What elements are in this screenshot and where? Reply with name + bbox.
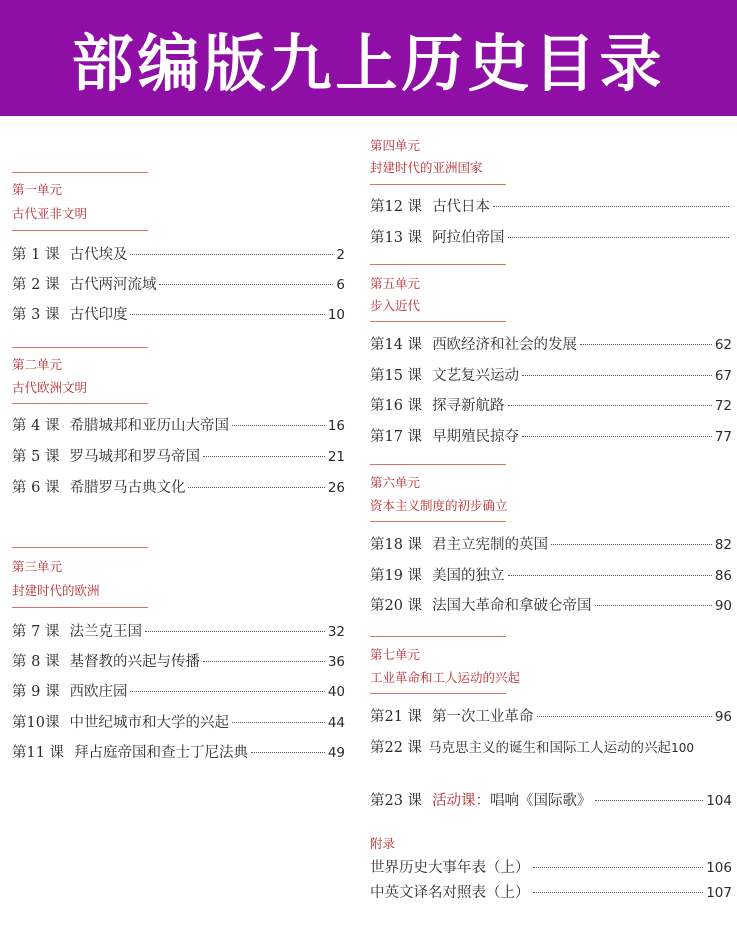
lesson-title: 希腊城邦和亚历山大帝国 — [69, 418, 229, 434]
lesson-row[interactable] — [370, 364, 732, 385]
lesson-number: 第10课 — [12, 715, 60, 731]
unit-rule — [12, 230, 148, 231]
lesson-title: 西欧庄园 — [69, 684, 128, 700]
lesson-row[interactable] — [12, 620, 345, 641]
unit-5-name: 步入近代 — [370, 298, 421, 313]
lesson-title: 罗马城邦和罗马帝国 — [69, 449, 200, 465]
lesson-title: 法国大革命和拿破仑帝国 — [432, 598, 592, 614]
lesson-row[interactable] — [370, 195, 732, 216]
leader-dots — [595, 605, 712, 606]
lesson-title: 拜占庭帝国和查士丁尼法典 — [74, 745, 249, 761]
lesson-page: 90 — [714, 598, 732, 614]
unit-rule — [370, 321, 506, 322]
lesson-row[interactable] — [370, 226, 732, 247]
lesson-row[interactable] — [12, 273, 345, 294]
appendix-title: 中英文译名对照表（上） — [370, 885, 530, 901]
unit-4-name: 封建时代的亚洲国家 — [370, 160, 483, 175]
lesson-page: 10 — [327, 307, 345, 323]
leader-dots — [251, 752, 325, 753]
leader-dots — [508, 575, 712, 576]
lesson-number: 第 2 课 — [12, 277, 60, 293]
lesson-number: 第17 课 — [370, 429, 423, 445]
unit-rule — [12, 347, 148, 348]
leader-dots — [493, 206, 729, 207]
lesson-title: 基督教的兴起与传播 — [69, 654, 200, 670]
unit-2-label: 第二单元 — [12, 357, 63, 372]
unit-rule — [370, 521, 506, 522]
activity-lesson-prefix: 活动课： — [432, 793, 491, 809]
lesson-number: 第15 课 — [370, 368, 423, 384]
lesson-number: 第22 课 — [370, 740, 423, 756]
unit-6-label: 第六单元 — [370, 475, 421, 490]
lesson-title: 君主立宪制的英国 — [432, 537, 549, 553]
lesson-page: 86 — [714, 568, 732, 584]
lesson-title: 法兰克王国 — [69, 624, 142, 640]
leader-dots — [203, 456, 325, 457]
leader-dots — [159, 284, 333, 285]
lesson-title: 古代印度 — [69, 307, 128, 323]
lesson-row[interactable] — [12, 303, 345, 324]
lesson-page: 72 — [714, 398, 732, 414]
lesson-number: 第13 课 — [370, 230, 423, 246]
unit-1-name: 古代亚非文明 — [12, 206, 88, 221]
lesson-page: 49 — [327, 745, 345, 761]
appendix-row[interactable] — [370, 881, 732, 902]
appendix-title: 世界历史大事年表（上） — [370, 860, 530, 876]
unit-1-label: 第一单元 — [12, 182, 63, 197]
leader-dots — [232, 425, 325, 426]
unit-7-label: 第七单元 — [370, 647, 421, 662]
lesson-number: 第 1 课 — [12, 247, 60, 263]
unit-rule — [370, 264, 506, 265]
lesson-page: 16 — [327, 418, 345, 434]
lesson-row[interactable] — [12, 680, 345, 701]
appendix-label: 附录 — [370, 836, 396, 851]
leader-dots — [130, 691, 324, 692]
lesson-title: 西欧经济和社会的发展 — [432, 337, 578, 353]
lesson-number: 第 3 课 — [12, 307, 60, 323]
lesson-title: 美国的独立 — [432, 568, 505, 584]
lesson-page: 104 — [706, 793, 732, 809]
unit-rule — [12, 403, 148, 404]
lesson-number: 第 9 课 — [12, 684, 60, 700]
lesson-page: 77 — [714, 429, 732, 445]
lesson-row[interactable] — [12, 476, 345, 497]
lesson-number: 第14 课 — [370, 337, 423, 353]
lesson-title: 唱响《国际歌》 — [490, 793, 592, 809]
leader-dots — [130, 254, 333, 255]
lesson-title: 文艺复兴运动 — [432, 368, 520, 384]
lesson-page: 82 — [714, 537, 732, 553]
leader-dots — [522, 436, 712, 437]
leader-dots — [580, 344, 712, 345]
leader-dots — [232, 722, 325, 723]
leader-dots — [145, 631, 325, 632]
lesson-row[interactable] — [370, 533, 732, 554]
leader-dots — [533, 867, 704, 868]
unit-7-name: 工业革命和工人运动的兴起 — [370, 670, 521, 685]
lesson-row[interactable] — [370, 705, 732, 726]
lesson-number: 第12 课 — [370, 199, 423, 215]
lesson-title: 古代两河流域 — [69, 277, 157, 293]
leader-dots — [508, 237, 729, 238]
lesson-page: 36 — [327, 654, 345, 670]
lesson-row[interactable] — [12, 445, 345, 466]
leader-dots — [130, 314, 324, 315]
lesson-number: 第 7 课 — [12, 624, 60, 640]
leader-dots — [595, 800, 704, 801]
lesson-row[interactable] — [370, 789, 732, 810]
lesson-number: 第 5 课 — [12, 449, 60, 465]
lesson-page: 44 — [327, 715, 345, 731]
title-banner — [0, 0, 737, 116]
lesson-title: 古代埃及 — [69, 247, 128, 263]
lesson-number: 第19 课 — [370, 568, 423, 584]
lesson-page: 21 — [327, 449, 345, 465]
unit-6-name: 资本主义制度的初步确立 — [370, 498, 508, 513]
lesson-number: 第16 课 — [370, 398, 423, 414]
lesson-page: 67 — [714, 368, 732, 384]
unit-rule — [370, 464, 506, 465]
unit-5-label: 第五单元 — [370, 276, 421, 291]
lesson-title: 探寻新航路 — [432, 398, 505, 414]
appendix-page: 106 — [706, 860, 732, 876]
lesson-page: 2 — [336, 247, 345, 263]
unit-4-label: 第四单元 — [370, 138, 421, 153]
lesson-page: 40 — [327, 684, 345, 700]
lesson-number: 第23 课 — [370, 793, 423, 809]
lesson-title: 希腊罗马古典文化 — [69, 480, 186, 496]
lesson-number: 第 8 课 — [12, 654, 60, 670]
lesson-title: 马克思主义的诞生和国际工人运动的兴起 — [428, 740, 672, 756]
lesson-row[interactable] — [370, 333, 732, 354]
unit-3-name: 封建时代的欧洲 — [12, 583, 100, 598]
lesson-page: 32 — [327, 624, 345, 640]
lesson-page: 62 — [714, 337, 732, 353]
lesson-row[interactable] — [370, 594, 732, 615]
lesson-number: 第 4 课 — [12, 418, 60, 434]
lesson-page: 96 — [714, 709, 732, 725]
lesson-number: 第20 课 — [370, 598, 423, 614]
appendix-row[interactable] — [370, 856, 732, 877]
leader-dots — [537, 716, 712, 717]
lesson-number: 第 6 课 — [12, 480, 60, 496]
appendix-page: 107 — [706, 885, 732, 901]
lesson-row[interactable] — [12, 414, 345, 435]
lesson-row[interactable] — [370, 425, 732, 446]
lesson-row[interactable] — [370, 736, 732, 757]
lesson-title: 古代日本 — [432, 199, 491, 215]
unit-3-label: 第三单元 — [12, 559, 63, 574]
unit-rule — [12, 547, 148, 548]
lesson-row[interactable] — [370, 394, 732, 415]
lesson-page: 26 — [327, 480, 345, 496]
leader-dots — [551, 544, 712, 545]
unit-rule — [12, 607, 148, 608]
leader-dots — [522, 375, 712, 376]
leader-dots — [203, 661, 325, 662]
lesson-row[interactable] — [12, 243, 345, 264]
leader-dots — [188, 487, 324, 488]
lesson-title: 中世纪城市和大学的兴起 — [69, 715, 229, 731]
leader-dots — [533, 892, 704, 893]
lesson-number: 第21 课 — [370, 709, 423, 725]
unit-rule — [370, 184, 506, 185]
unit-rule — [370, 693, 506, 694]
lesson-page: 6 — [336, 277, 345, 293]
lesson-row[interactable] — [370, 564, 732, 585]
lesson-title: 阿拉伯帝国 — [432, 230, 505, 246]
unit-2-name: 古代欧洲文明 — [12, 380, 88, 395]
lesson-number: 第18 课 — [370, 537, 423, 553]
leader-dots — [508, 405, 712, 406]
unit-rule — [12, 172, 148, 173]
lesson-row[interactable] — [12, 650, 345, 671]
lesson-page: 100 — [671, 741, 694, 755]
lesson-title: 第一次工业革命 — [432, 709, 534, 725]
unit-rule — [370, 636, 506, 637]
banner-title: 部编版九上历史目录 — [71, 26, 666, 100]
lesson-number: 第11 课 — [12, 745, 65, 761]
lesson-title: 早期殖民掠夺 — [432, 429, 520, 445]
lesson-row[interactable] — [12, 741, 345, 762]
lesson-row[interactable] — [12, 711, 345, 732]
